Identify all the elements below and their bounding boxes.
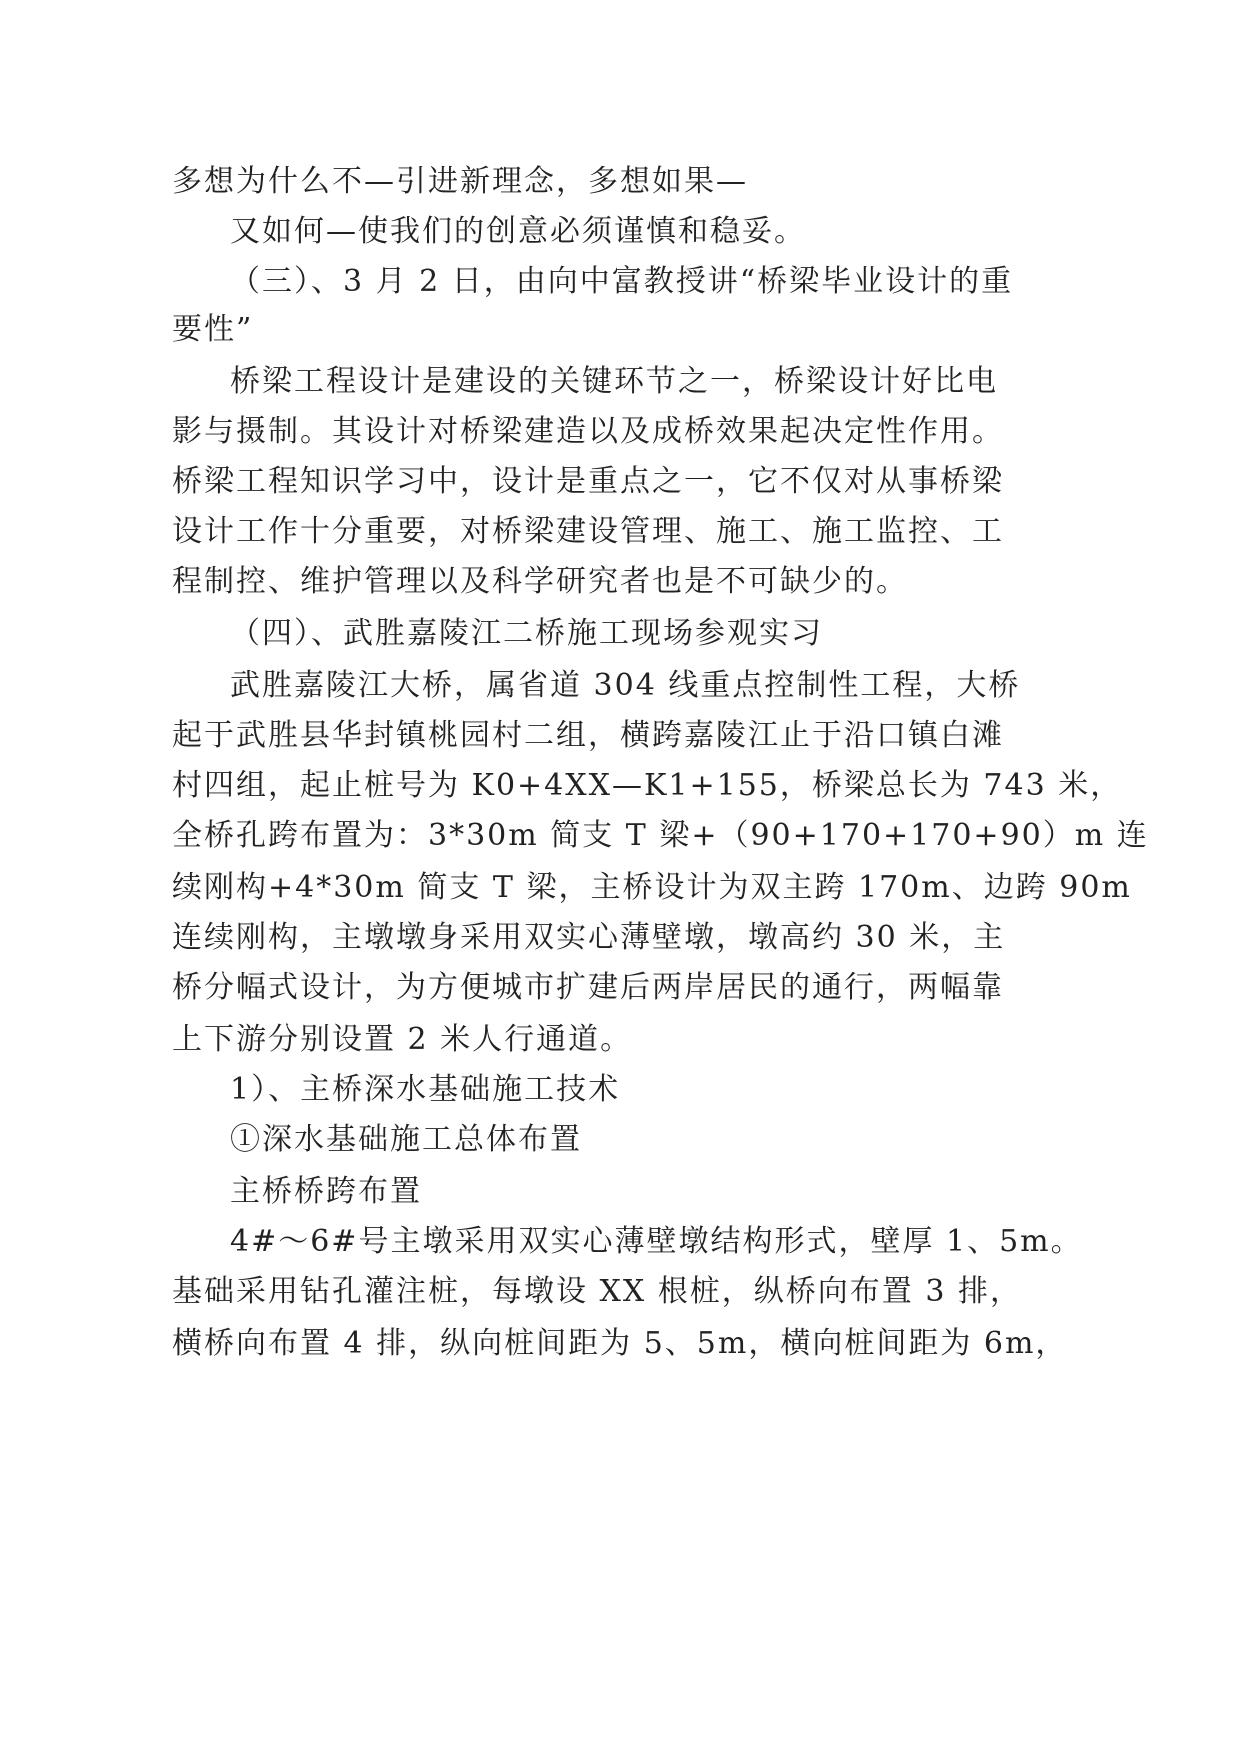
- text-line-9: 程制控、维护管理以及科学研究者也是不可缺少的。: [172, 564, 908, 599]
- text-line-11: 武胜嘉陵江大桥，属省道 304 线重点控制性工程，大桥: [230, 668, 1021, 703]
- text-line-22: 4#～6#号主墩采用双实心薄壁墩结构形式，壁厚 1、5m。: [230, 1224, 1083, 1259]
- text-line-8: 设计工作十分重要，对桥梁建设管理、施工、施工监控、工: [172, 514, 1004, 549]
- subsection-heading-circled-1: ①深水基础施工总体布置: [230, 1122, 582, 1157]
- text-line-21: 主桥桥跨布置: [230, 1174, 422, 1209]
- text-line-17: 桥分幅式设计，为方便城市扩建后两岸居民的通行，两幅靠: [172, 970, 1004, 1005]
- text-line-15: 续刚构+4*30m 简支 T 梁，主桥设计为双主跨 170m、边跨 90m: [172, 870, 1132, 905]
- section-heading-3-cont: 要性”: [172, 312, 254, 347]
- text-line-6: 影与摄制。其设计对桥梁建造以及成桥效果起决定性作用。: [172, 414, 1004, 449]
- text-line-12: 起于武胜县华封镇桃园村二组，横跨嘉陵江止于沿口镇白滩: [172, 718, 1004, 753]
- text-line-13: 村四组，起止桩号为 K0+4XX—K1+155，桥梁总长为 743 米，: [172, 768, 1123, 803]
- subsection-heading-1: 1）、主桥深水基础施工技术: [230, 1072, 621, 1107]
- text-line-24: 横桥向布置 4 排，纵向桩间距为 5、5m，横向桩间距为 6m，: [172, 1326, 1068, 1361]
- text-line-1: 多想为什么不—引进新理念，多想如果—: [172, 164, 748, 199]
- text-line-23: 基础采用钻孔灌注桩，每墩设 XX 根桩，纵桥向布置 3 排，: [172, 1274, 1022, 1309]
- section-heading-4: （四）、武胜嘉陵江二桥施工现场参观实习: [230, 616, 823, 651]
- text-line-2: 又如何—使我们的创意必须谨慎和稳妥。: [230, 214, 806, 249]
- text-line-14: 全桥孔跨布置为：3*30m 简支 T 梁+（90+170+170+90）m 连: [172, 818, 1149, 853]
- text-line-18: 上下游分别设置 2 米人行通道。: [172, 1022, 633, 1057]
- text-line-5: 桥梁工程设计是建设的关键环节之一，桥梁设计好比电: [230, 364, 998, 399]
- text-line-16: 连续刚构，主墩墩身采用双实心薄壁墩，墩高约 30 米，主: [172, 920, 1006, 955]
- text-line-7: 桥梁工程知识学习中，设计是重点之一，它不仅对从事桥梁: [172, 464, 1004, 499]
- section-heading-3: （三）、3 月 2 日，由向中富教授讲“桥梁毕业设计的重: [230, 264, 1014, 299]
